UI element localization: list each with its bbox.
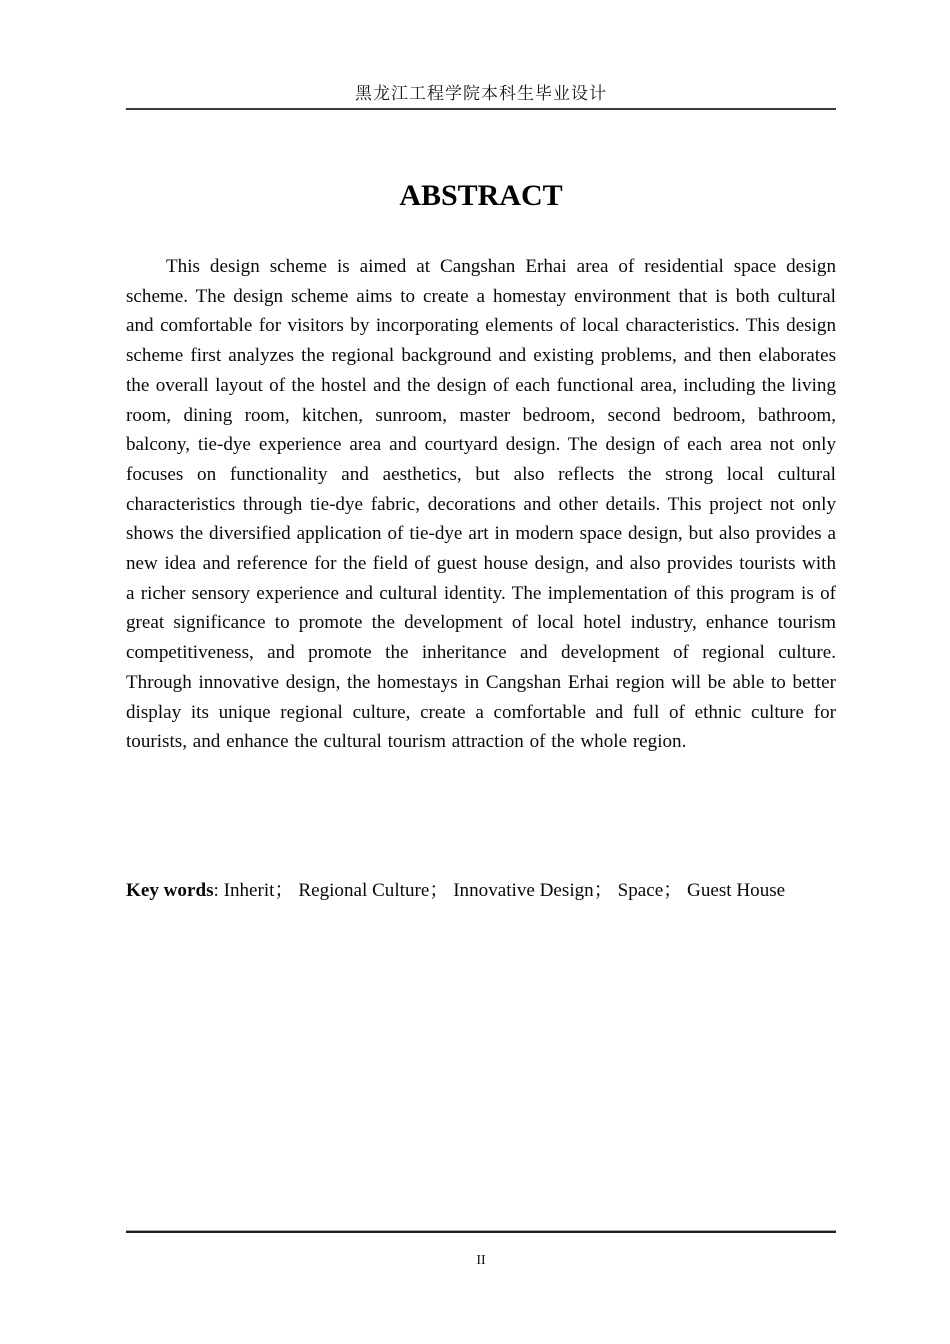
page-number: II [476,1253,486,1268]
footer-rule [126,1230,836,1233]
abstract-paragraph: This design scheme is aimed at Cangshan Erhai area of residential space design scheme. The design scheme aims to create a homestay environment that is both cultural and comfortable for visitors by incorporating elements of local characteristics. This design scheme first analyzes the regional background and existing problems, and then elaborates the overall layout of the hostel and the design of each functional area, including the living room, dining room, kitchen, sunroom, master bedroom, second bedroom, bathroom, balcony, tie-dye experience area and courtyard design. The design of each area not only focuses on functionality and aesthetics, but also reflects the strong local cultural characteristics through tie-dye fabric, decorations and other details. This project not only shows the diversified application of tie-dye art in modern space design, but also provides a new idea and reference for the field of guest house design, and also provides tourists with a richer sensory experience and cultural identity. The implementation of this program is of great significance to promote the development of local hotel industry, enhance tourism competitiveness, and promote the inheritance and development of regional culture. Through innovative design, the homestays in Cangshan Erhai region will be able to better display its unique regional culture, create a comfortable and full of ethnic culture for tourists, and enhance the cultural tourism attraction of the whole region. [126,256,836,753]
header-text: 黑龙江工程学院本科生毕业设计 [355,84,607,103]
keywords-label: Key words [126,880,214,901]
page-header [126,0,836,110]
keywords-line [126,876,836,906]
page-title: ABSTRACT [399,179,563,212]
keywords-value: : Inherit； Regional Culture； Innovative Design； Space； Guest House [213,880,786,901]
